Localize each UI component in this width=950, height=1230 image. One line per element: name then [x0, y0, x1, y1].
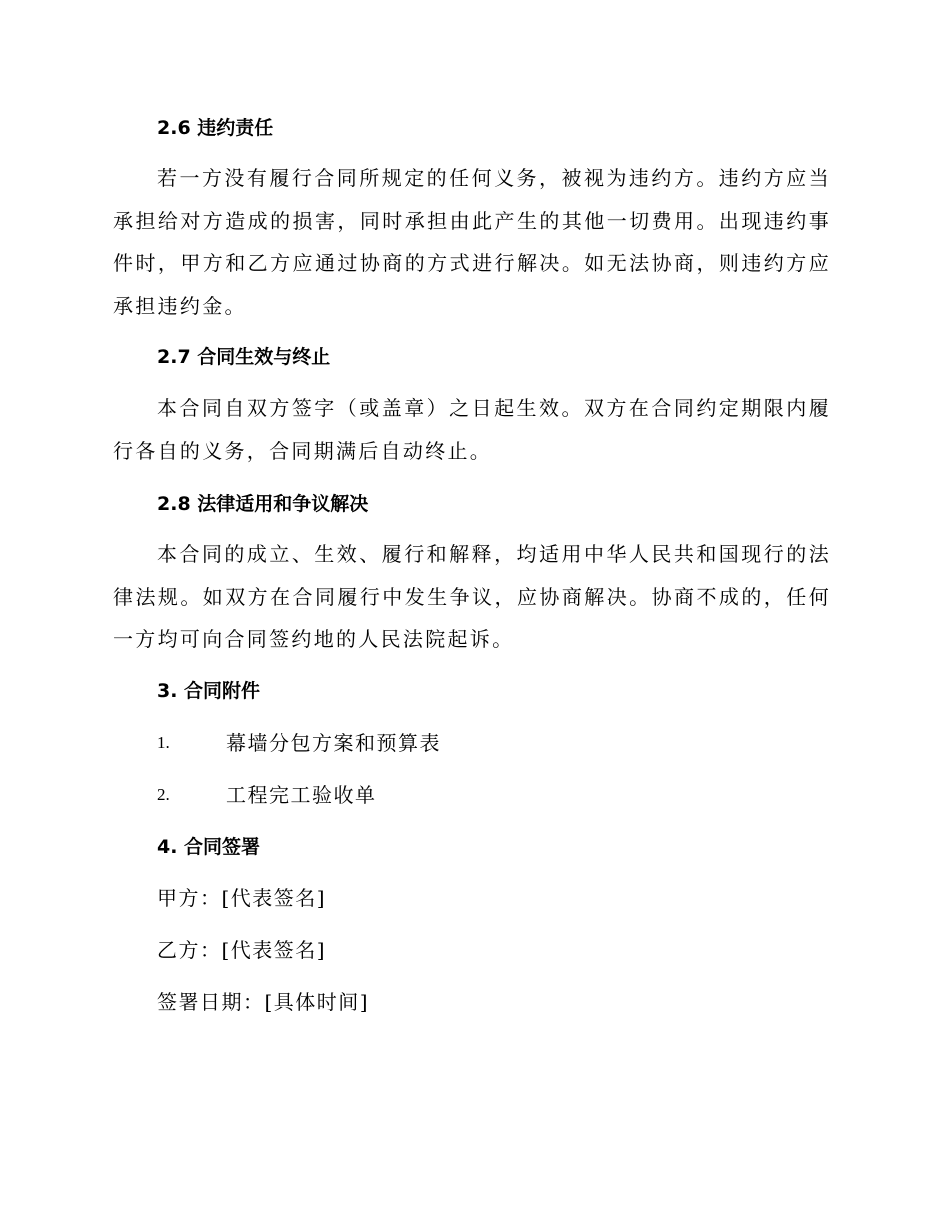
section-body-2-8: 本合同的成立、生效、履行和解释，均适用中华人民共和国现行的法律法规。如双方在合同履行中发生争议，应协商解决。协商不成的，任何一方均可向合同签约地的人民法院起诉。	[113, 542, 831, 651]
section-heading-3: 3. 合同附件	[157, 680, 261, 702]
section-body-2-6: 若一方没有履行合同所规定的任何义务，被视为违约方。违约方应当承担给对方造成的损害，同时承担由此产生的其他一切费用。出现违约事件时，甲方和乙方应通过协商的方式进行解决。如无法协商，则违约方应承担违约金。	[113, 166, 831, 318]
attachment-number-2: 2.	[157, 785, 170, 804]
section-heading-4: 4. 合同签署	[157, 836, 261, 858]
party-b-signature: 乙方：[代表签名]	[157, 938, 327, 962]
attachment-item-1: 幕墙分包方案和预算表	[226, 731, 441, 755]
section-heading-2-6: 2.6 违约责任	[157, 117, 274, 139]
attachment-item-2: 工程完工验收单	[226, 783, 377, 807]
party-a-signature: 甲方：[代表签名]	[157, 886, 327, 910]
section-heading-2-7: 2.7 合同生效与终止	[157, 346, 331, 368]
attachment-number-1: 1.	[157, 733, 170, 752]
section-body-2-7: 本合同自双方签字（或盖章）之日起生效。双方在合同约定期限内履行各自的义务，合同期满后自动终止。	[113, 396, 831, 463]
signing-date: 签署日期：[具体时间]	[157, 990, 370, 1014]
section-heading-2-8: 2.8 法律适用和争议解决	[157, 493, 369, 515]
